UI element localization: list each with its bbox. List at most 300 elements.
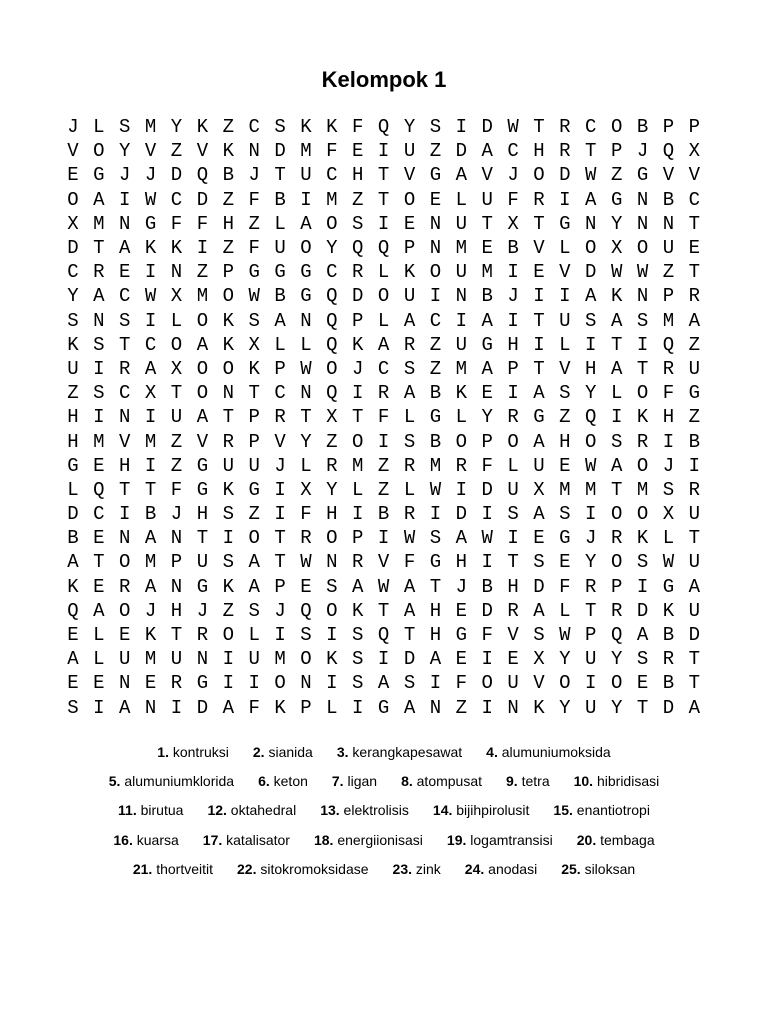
grid-letter[interactable]: R xyxy=(274,406,286,429)
grid-letter[interactable]: E xyxy=(481,382,493,405)
grid-letter[interactable]: X xyxy=(170,285,183,308)
grid-letter[interactable]: O xyxy=(636,454,649,477)
grid-letter[interactable]: F xyxy=(300,503,312,526)
grid-letter[interactable]: U xyxy=(481,188,493,211)
grid-letter[interactable]: Y xyxy=(559,648,571,671)
grid-letter[interactable]: T xyxy=(144,478,157,501)
grid-letter[interactable]: X xyxy=(662,503,675,526)
grid-letter[interactable]: E xyxy=(533,527,545,550)
grid-letter[interactable]: S xyxy=(248,309,260,332)
grid-letter[interactable]: K xyxy=(326,116,338,139)
grid-letter[interactable]: O xyxy=(196,309,209,332)
grid-letter[interactable]: N xyxy=(248,140,260,163)
grid-letter[interactable]: T xyxy=(533,357,545,380)
grid-letter[interactable]: Z xyxy=(222,237,234,260)
grid-letter[interactable]: B xyxy=(507,237,519,260)
grid-letter[interactable]: A xyxy=(196,333,209,356)
grid-letter[interactable]: R xyxy=(585,575,597,598)
grid-letter[interactable]: N xyxy=(93,309,105,332)
grid-letter[interactable]: E xyxy=(507,648,519,671)
grid-letter[interactable]: K xyxy=(636,527,649,550)
grid-letter[interactable]: S xyxy=(248,599,260,622)
grid-letter[interactable]: D xyxy=(481,116,493,139)
grid-letter[interactable]: F xyxy=(352,116,364,139)
grid-letter[interactable]: M xyxy=(93,212,105,235)
grid-letter[interactable]: Q xyxy=(610,624,623,647)
grid-letter[interactable]: J xyxy=(274,454,286,477)
grid-letter[interactable]: A xyxy=(610,309,623,332)
grid-letter[interactable]: A xyxy=(248,551,260,574)
grid-letter[interactable]: S xyxy=(559,503,571,526)
grid-letter[interactable]: I xyxy=(481,551,493,574)
grid-letter[interactable]: F xyxy=(662,382,675,405)
grid-letter[interactable]: P xyxy=(585,624,597,647)
grid-letter[interactable]: T xyxy=(403,624,416,647)
grid-letter[interactable]: E xyxy=(429,188,442,211)
grid-letter[interactable]: M xyxy=(144,116,157,139)
grid-letter[interactable]: T xyxy=(352,406,364,429)
grid-letter[interactable]: K xyxy=(222,140,234,163)
grid-letter[interactable]: I xyxy=(481,503,493,526)
grid-letter[interactable]: E xyxy=(93,575,105,598)
grid-letter[interactable]: B xyxy=(377,503,390,526)
grid-letter[interactable]: W xyxy=(559,624,571,647)
grid-letter[interactable]: O xyxy=(300,237,312,260)
grid-letter[interactable]: R xyxy=(352,261,364,284)
grid-letter[interactable]: N xyxy=(429,237,442,260)
grid-letter[interactable]: T xyxy=(300,406,312,429)
grid-letter[interactable]: R xyxy=(636,430,649,453)
grid-letter[interactable]: A xyxy=(119,696,131,719)
grid-letter[interactable]: L xyxy=(403,406,416,429)
grid-letter[interactable]: X xyxy=(248,333,260,356)
grid-letter[interactable]: I xyxy=(326,624,338,647)
grid-letter[interactable]: I xyxy=(688,454,701,477)
grid-letter[interactable]: M xyxy=(93,430,105,453)
grid-letter[interactable]: D xyxy=(688,624,701,647)
grid-letter[interactable]: W xyxy=(481,527,493,550)
grid-letter[interactable]: R xyxy=(222,430,234,453)
grid-letter[interactable]: Q xyxy=(300,599,312,622)
grid-letter[interactable]: O xyxy=(170,333,183,356)
grid-letter[interactable]: U xyxy=(196,551,209,574)
grid-letter[interactable]: L xyxy=(455,188,467,211)
grid-letter[interactable]: E xyxy=(67,672,79,695)
grid-letter[interactable]: R xyxy=(93,261,105,284)
grid-letter[interactable]: M xyxy=(144,648,157,671)
grid-letter[interactable]: G xyxy=(455,624,467,647)
grid-letter[interactable]: L xyxy=(170,309,183,332)
grid-letter[interactable]: O xyxy=(326,527,338,550)
grid-letter[interactable]: J xyxy=(352,357,364,380)
grid-letter[interactable]: I xyxy=(377,430,390,453)
grid-letter[interactable]: U xyxy=(585,648,597,671)
grid-letter[interactable]: Z xyxy=(610,164,623,187)
grid-letter[interactable]: Z xyxy=(429,333,442,356)
grid-letter[interactable]: L xyxy=(93,624,105,647)
grid-letter[interactable]: G xyxy=(377,696,390,719)
grid-letter[interactable]: J xyxy=(144,599,157,622)
grid-letter[interactable]: O xyxy=(636,382,649,405)
grid-letter[interactable]: S xyxy=(636,309,649,332)
grid-letter[interactable]: D xyxy=(352,285,364,308)
grid-letter[interactable]: K xyxy=(67,333,79,356)
grid-letter[interactable]: X xyxy=(533,478,545,501)
grid-letter[interactable]: A xyxy=(144,357,157,380)
grid-letter[interactable]: J xyxy=(144,164,157,187)
grid-letter[interactable]: N xyxy=(170,261,183,284)
grid-letter[interactable]: V xyxy=(507,624,519,647)
grid-letter[interactable]: A xyxy=(455,527,467,550)
grid-letter[interactable]: S xyxy=(93,382,105,405)
grid-letter[interactable]: S xyxy=(662,478,675,501)
grid-letter[interactable]: U xyxy=(688,357,701,380)
grid-letter[interactable]: P xyxy=(507,357,519,380)
grid-letter[interactable]: A xyxy=(144,527,157,550)
grid-letter[interactable]: K xyxy=(300,116,312,139)
grid-letter[interactable]: U xyxy=(507,672,519,695)
grid-letter[interactable]: I xyxy=(352,382,364,405)
grid-letter[interactable]: U xyxy=(455,333,467,356)
grid-letter[interactable]: T xyxy=(688,212,701,235)
grid-letter[interactable]: I xyxy=(326,672,338,695)
grid-letter[interactable]: S xyxy=(326,575,338,598)
grid-letter[interactable]: J xyxy=(455,575,467,598)
grid-letter[interactable]: X xyxy=(533,648,545,671)
grid-letter[interactable]: N xyxy=(119,672,131,695)
grid-letter[interactable]: U xyxy=(688,551,701,574)
grid-letter[interactable]: A xyxy=(248,575,260,598)
grid-letter[interactable]: L xyxy=(559,333,571,356)
grid-letter[interactable]: N xyxy=(429,212,442,235)
grid-letter[interactable]: Y xyxy=(67,285,79,308)
grid-letter[interactable]: O xyxy=(196,357,209,380)
grid-letter[interactable]: F xyxy=(170,212,183,235)
grid-letter[interactable]: Q xyxy=(93,478,105,501)
grid-letter[interactable]: I xyxy=(481,648,493,671)
grid-letter[interactable]: W xyxy=(144,188,157,211)
grid-letter[interactable]: E xyxy=(144,672,157,695)
grid-letter[interactable]: V xyxy=(559,261,571,284)
grid-letter[interactable]: Q xyxy=(67,599,79,622)
grid-letter[interactable]: T xyxy=(196,527,209,550)
grid-letter[interactable]: Z xyxy=(248,503,260,526)
grid-letter[interactable]: N xyxy=(170,527,183,550)
grid-letter[interactable]: W xyxy=(377,575,390,598)
grid-letter[interactable]: I xyxy=(377,527,390,550)
grid-letter[interactable]: O xyxy=(119,551,131,574)
grid-letter[interactable]: E xyxy=(352,140,364,163)
grid-letter[interactable]: D xyxy=(559,164,571,187)
grid-letter[interactable]: F xyxy=(248,237,260,260)
grid-letter[interactable]: J xyxy=(196,599,209,622)
grid-letter[interactable]: U xyxy=(403,285,416,308)
grid-letter[interactable]: Q xyxy=(196,164,209,187)
grid-letter[interactable]: P xyxy=(662,285,675,308)
grid-letter[interactable]: I xyxy=(119,503,131,526)
grid-letter[interactable]: H xyxy=(455,551,467,574)
grid-letter[interactable]: F xyxy=(248,696,260,719)
grid-letter[interactable]: D xyxy=(196,188,209,211)
grid-letter[interactable]: T xyxy=(610,333,623,356)
grid-letter[interactable]: E xyxy=(481,237,493,260)
grid-letter[interactable]: D xyxy=(170,164,183,187)
grid-letter[interactable]: R xyxy=(610,527,623,550)
grid-letter[interactable]: S xyxy=(67,309,79,332)
grid-letter[interactable]: F xyxy=(170,478,183,501)
grid-letter[interactable]: B xyxy=(662,188,675,211)
grid-letter[interactable]: U xyxy=(119,648,131,671)
grid-letter[interactable]: D xyxy=(455,140,467,163)
grid-letter[interactable]: O xyxy=(559,672,571,695)
grid-letter[interactable]: W xyxy=(300,357,312,380)
grid-letter[interactable]: G xyxy=(610,188,623,211)
grid-letter[interactable]: S xyxy=(533,551,545,574)
grid-letter[interactable]: M xyxy=(352,454,364,477)
grid-letter[interactable]: S xyxy=(300,624,312,647)
grid-letter[interactable]: D xyxy=(67,503,79,526)
grid-letter[interactable]: I xyxy=(93,406,105,429)
grid-letter[interactable]: C xyxy=(429,309,442,332)
grid-letter[interactable]: N xyxy=(300,309,312,332)
grid-letter[interactable]: L xyxy=(403,478,416,501)
grid-letter[interactable]: N xyxy=(119,527,131,550)
grid-letter[interactable]: H xyxy=(326,503,338,526)
grid-letter[interactable]: I xyxy=(455,309,467,332)
grid-letter[interactable]: G xyxy=(144,212,157,235)
grid-letter[interactable]: S xyxy=(585,309,597,332)
grid-letter[interactable]: Y xyxy=(119,140,131,163)
grid-letter[interactable]: T xyxy=(170,382,183,405)
grid-letter[interactable]: Y xyxy=(481,406,493,429)
grid-letter[interactable]: Y xyxy=(585,382,597,405)
grid-letter[interactable]: E xyxy=(93,527,105,550)
grid-letter[interactable]: H xyxy=(559,430,571,453)
grid-letter[interactable]: P xyxy=(352,309,364,332)
grid-letter[interactable]: Z xyxy=(222,599,234,622)
grid-letter[interactable]: A xyxy=(533,382,545,405)
grid-letter[interactable]: Z xyxy=(377,454,390,477)
grid-letter[interactable]: I xyxy=(248,672,260,695)
grid-letter[interactable]: R xyxy=(533,188,545,211)
grid-letter[interactable]: T xyxy=(585,140,597,163)
grid-letter[interactable]: M xyxy=(636,478,649,501)
grid-letter[interactable]: M xyxy=(481,261,493,284)
grid-letter[interactable]: S xyxy=(429,527,442,550)
grid-letter[interactable]: A xyxy=(481,140,493,163)
grid-letter[interactable]: A xyxy=(688,696,701,719)
grid-letter[interactable]: U xyxy=(533,454,545,477)
grid-letter[interactable]: R xyxy=(662,357,675,380)
grid-letter[interactable]: T xyxy=(119,333,131,356)
grid-letter[interactable]: E xyxy=(300,575,312,598)
grid-letter[interactable]: Y xyxy=(403,116,416,139)
grid-letter[interactable]: S xyxy=(274,116,286,139)
grid-letter[interactable]: T xyxy=(636,696,649,719)
grid-letter[interactable]: J xyxy=(170,503,183,526)
grid-letter[interactable]: N xyxy=(196,648,209,671)
grid-letter[interactable]: R xyxy=(352,551,364,574)
grid-letter[interactable]: O xyxy=(274,672,286,695)
grid-letter[interactable]: K xyxy=(455,382,467,405)
grid-letter[interactable]: A xyxy=(93,188,105,211)
grid-letter[interactable]: K xyxy=(144,624,157,647)
grid-letter[interactable]: W xyxy=(507,116,519,139)
grid-letter[interactable]: M xyxy=(196,285,209,308)
grid-letter[interactable]: I xyxy=(533,333,545,356)
grid-letter[interactable]: I xyxy=(352,696,364,719)
grid-letter[interactable]: X xyxy=(67,212,79,235)
grid-letter[interactable]: C xyxy=(326,261,338,284)
grid-letter[interactable]: E xyxy=(93,672,105,695)
grid-letter[interactable]: B xyxy=(144,503,157,526)
grid-letter[interactable]: T xyxy=(610,478,623,501)
grid-letter[interactable]: W xyxy=(248,285,260,308)
grid-letter[interactable]: U xyxy=(248,648,260,671)
grid-letter[interactable]: T xyxy=(688,261,701,284)
grid-letter[interactable]: A xyxy=(533,503,545,526)
grid-letter[interactable]: R xyxy=(170,672,183,695)
grid-letter[interactable]: T xyxy=(429,575,442,598)
grid-letter[interactable]: I xyxy=(559,285,571,308)
grid-letter[interactable]: V xyxy=(377,551,390,574)
grid-letter[interactable]: I xyxy=(377,140,390,163)
grid-letter[interactable]: L xyxy=(93,648,105,671)
grid-letter[interactable]: H xyxy=(67,406,79,429)
grid-letter[interactable]: N xyxy=(662,212,675,235)
grid-letter[interactable]: R xyxy=(196,624,209,647)
grid-letter[interactable]: A xyxy=(688,575,701,598)
grid-letter[interactable]: I xyxy=(93,357,105,380)
grid-letter[interactable]: K xyxy=(533,696,545,719)
grid-letter[interactable]: L xyxy=(455,406,467,429)
grid-letter[interactable]: Z xyxy=(222,116,234,139)
grid-letter[interactable]: U xyxy=(662,237,675,260)
grid-letter[interactable]: I xyxy=(585,333,597,356)
grid-letter[interactable]: G xyxy=(196,454,209,477)
grid-letter[interactable]: B xyxy=(274,188,286,211)
grid-letter[interactable]: S xyxy=(403,430,416,453)
grid-letter[interactable]: W xyxy=(403,527,416,550)
grid-letter[interactable]: U xyxy=(170,406,183,429)
grid-letter[interactable]: I xyxy=(144,309,157,332)
grid-letter[interactable]: I xyxy=(119,188,131,211)
grid-letter[interactable]: C xyxy=(119,285,131,308)
grid-letter[interactable]: Z xyxy=(248,212,260,235)
grid-letter[interactable]: H xyxy=(222,212,234,235)
grid-letter[interactable]: L xyxy=(559,237,571,260)
grid-letter[interactable]: Q xyxy=(352,237,364,260)
grid-letter[interactable]: K xyxy=(352,333,364,356)
grid-letter[interactable]: G xyxy=(274,261,286,284)
grid-letter[interactable]: R xyxy=(403,454,416,477)
grid-letter[interactable]: K xyxy=(352,599,364,622)
grid-letter[interactable]: G xyxy=(429,406,442,429)
grid-letter[interactable]: P xyxy=(403,237,416,260)
grid-letter[interactable]: G xyxy=(559,527,571,550)
grid-letter[interactable]: P xyxy=(248,406,260,429)
grid-letter[interactable]: W xyxy=(585,164,597,187)
grid-letter[interactable]: D xyxy=(455,503,467,526)
grid-letter[interactable]: I xyxy=(429,285,442,308)
grid-letter[interactable]: A xyxy=(481,309,493,332)
grid-letter[interactable]: T xyxy=(274,551,286,574)
grid-letter[interactable]: D xyxy=(533,575,545,598)
grid-letter[interactable]: I xyxy=(274,624,286,647)
grid-letter[interactable]: C xyxy=(93,503,105,526)
grid-letter[interactable]: D xyxy=(481,599,493,622)
grid-letter[interactable]: G xyxy=(196,575,209,598)
grid-letter[interactable]: Z xyxy=(455,696,467,719)
grid-letter[interactable]: O xyxy=(248,527,260,550)
grid-letter[interactable]: U xyxy=(688,503,701,526)
grid-letter[interactable]: I xyxy=(585,672,597,695)
grid-letter[interactable]: U xyxy=(585,696,597,719)
grid-letter[interactable]: M xyxy=(274,648,286,671)
grid-letter[interactable]: L xyxy=(93,116,105,139)
grid-letter[interactable]: F xyxy=(248,188,260,211)
grid-letter[interactable]: I xyxy=(429,503,442,526)
grid-letter[interactable]: N xyxy=(222,382,234,405)
grid-letter[interactable]: S xyxy=(119,309,131,332)
grid-letter[interactable]: S xyxy=(610,430,623,453)
grid-letter[interactable]: L xyxy=(352,478,364,501)
grid-letter[interactable]: R xyxy=(507,599,519,622)
grid-letter[interactable]: A xyxy=(636,624,649,647)
grid-letter[interactable]: O xyxy=(533,164,545,187)
grid-letter[interactable]: G xyxy=(533,406,545,429)
grid-letter[interactable]: V xyxy=(533,237,545,260)
grid-letter[interactable]: J xyxy=(585,527,597,550)
grid-letter[interactable]: U xyxy=(688,599,701,622)
grid-letter[interactable]: H xyxy=(533,140,545,163)
grid-letter[interactable]: O xyxy=(429,261,442,284)
grid-letter[interactable]: S xyxy=(352,624,364,647)
grid-letter[interactable]: X xyxy=(610,237,623,260)
grid-letter[interactable]: G xyxy=(688,382,701,405)
grid-letter[interactable]: S xyxy=(222,503,234,526)
grid-letter[interactable]: W xyxy=(662,551,675,574)
grid-letter[interactable]: N xyxy=(429,696,442,719)
grid-letter[interactable]: R xyxy=(403,333,416,356)
grid-letter[interactable]: O xyxy=(67,188,79,211)
grid-letter[interactable]: J xyxy=(636,140,649,163)
grid-letter[interactable]: A xyxy=(144,575,157,598)
grid-letter[interactable]: R xyxy=(507,406,519,429)
grid-letter[interactable]: R xyxy=(688,285,701,308)
grid-letter[interactable]: A xyxy=(610,454,623,477)
grid-letter[interactable]: Z xyxy=(170,430,183,453)
grid-letter[interactable]: C xyxy=(67,261,79,284)
grid-letter[interactable]: H xyxy=(119,454,131,477)
grid-letter[interactable]: E xyxy=(93,454,105,477)
grid-letter[interactable]: F xyxy=(559,575,571,598)
grid-letter[interactable]: G xyxy=(67,454,79,477)
grid-letter[interactable]: O xyxy=(119,599,131,622)
grid-letter[interactable]: U xyxy=(67,357,79,380)
grid-letter[interactable]: A xyxy=(377,672,390,695)
grid-letter[interactable]: B xyxy=(481,285,493,308)
grid-letter[interactable]: E xyxy=(455,599,467,622)
grid-letter[interactable]: O xyxy=(222,624,234,647)
grid-letter[interactable]: A xyxy=(67,551,79,574)
grid-letter[interactable]: K xyxy=(196,116,209,139)
grid-letter[interactable]: I xyxy=(274,503,286,526)
grid-letter[interactable]: B xyxy=(67,527,79,550)
grid-letter[interactable]: C xyxy=(144,333,157,356)
grid-letter[interactable]: S xyxy=(507,503,519,526)
grid-letter[interactable]: I xyxy=(144,454,157,477)
